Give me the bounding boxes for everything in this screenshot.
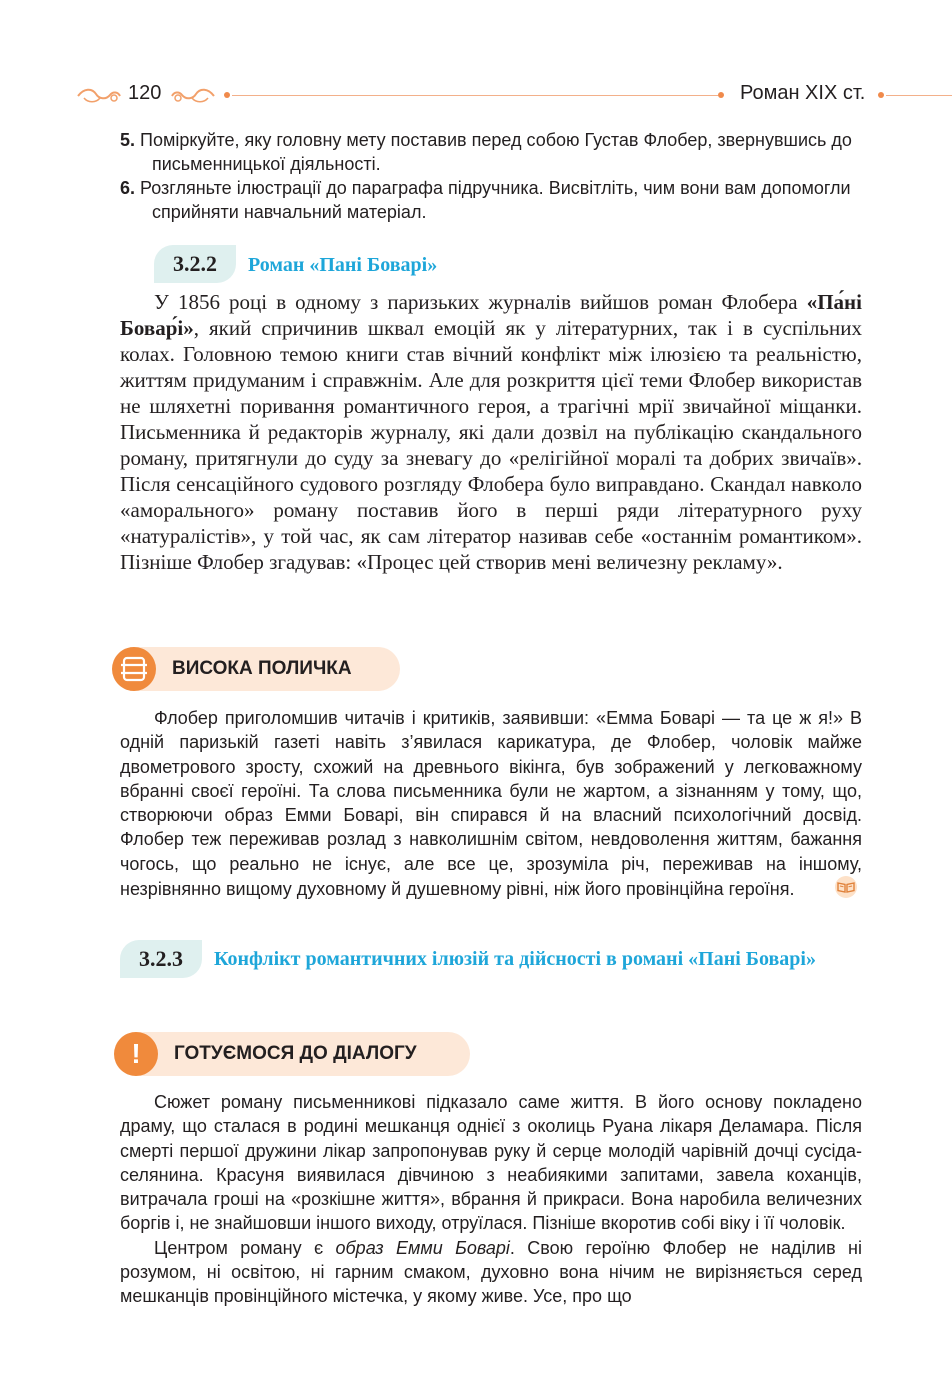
header-rule <box>886 95 952 96</box>
header-dot <box>224 92 230 98</box>
chapter-title: Роман XIX ст. <box>740 82 866 104</box>
section-body <box>120 289 862 575</box>
header-rule <box>232 95 718 96</box>
page-number: 120 <box>128 82 162 104</box>
header-dot <box>718 92 724 98</box>
page-header <box>0 80 952 112</box>
paragraph-text: , який спричинив шквал емоцій як у літературних, так і в суспільних колах. Головною темою книги став вічний конфлікт між ілюзією та реальністю, життям придуманим і справжнім. Але для розкриття цієї теми Флобер використав не шляхетні поривання романтичного героя, а трагічні мрії звичайної міщанки. Письменника й редакторів журналу, які дали дозвіл на публікацію скандального роману, притягнули до суду за зневагу до «релігійної моралі та добрих звичаїв». Після сенсаційного судового розгляду Флобера було виправдано. Скандал навколо «аморального» роману поставив його в перші ряди літературного руху «натуралістів», у той час, як сам літератор називав себе «останнім романтиком». Пізніше Флобер згадував: «Процес цей створив мені величезну рекламу». <box>120 316 862 574</box>
dialogue-label: ГОТУЄМОСЯ ДО ДІАЛОГУ <box>174 1043 417 1064</box>
paragraph-text: Флобер приголомшив читачів і критиків, заявивши: «Емма Боварі — та це ж я!» В одній паризькій газеті навіть з’явилася карикатура, де Флобер, чоловік майже двометрового зросту, схожий на древнього вікінга, був зображений у легковажному вбранні своєї героїні. Та слова письменника були не жартом, а зізнанням у тому, що, створюючи образ Емми Боварі, він спирався й на власний психологічний досвід. Флобер теж переживав розлад з навколишнім світом, невдоволення життям, бажання чогось, що реально не існує, але все це, зрозуміла річ, переживав на іншому, незрівнянно вищому духовному й душевному рівні, ніж його провінційна героїня. <box>120 708 862 899</box>
bookshelf-icon <box>112 647 156 691</box>
section-title: Роман «Пані Боварі» <box>248 254 438 276</box>
question-number: 5. <box>120 130 136 150</box>
emphasis-text: образ Емми Боварі <box>335 1237 510 1258</box>
shelf-body <box>120 706 862 904</box>
dialogue-body <box>120 1090 862 1309</box>
question-number: 6. <box>120 178 136 198</box>
paragraph <box>120 289 862 575</box>
paragraph <box>120 706 862 904</box>
open-book-icon <box>799 876 859 904</box>
section-number: 3.2.2 <box>154 245 236 283</box>
list-item <box>120 128 862 176</box>
section-number: 3.2.3 <box>120 940 202 978</box>
paragraph-text: Центром роману є <box>154 1237 336 1258</box>
exclamation-icon: ! <box>114 1032 158 1076</box>
question-text: Поміркуйте, яку головну мету поставив перед собою Густав Флобер, звернувшись до письменницької діяльності. <box>140 130 852 174</box>
swirl-ornament-icon <box>170 86 216 106</box>
section-title: Конфлікт романтичних ілюзій та дійсності в романі «Пані Боварі» <box>214 948 816 970</box>
paragraph-text: У 1856 році в одному з паризьких журналів вийшов роман Флобера <box>154 290 807 314</box>
paragraph: Сюжет роману письменникові підказало саме життя. В його основу покладено драму, що сталася в родині мешканця однієї з околиць Руана лікаря Деламара. Після смерті першої дружини лікар запропонував руку й серце молодій чарівній дочці сусіда-селянина. Красуня виявилася дівчиною з неабиякими запитами, завела коханців, витрачала гроші на «розкішне життя», вбрання й прикраси. Вона наробила величезних боргів і, не знайшовши іншого виходу, отруїлася. Пізніше вкоротив собі віку і її чоловік. <box>120 1092 862 1234</box>
paragraph <box>120 1236 862 1309</box>
question-list <box>120 128 862 224</box>
novel-title: «Па́ні Бовар́і» <box>120 290 862 340</box>
swirl-ornament-icon <box>76 86 122 106</box>
shelf-label: ВИСОКА ПОЛИЧКА <box>172 658 352 679</box>
list-item <box>120 176 862 224</box>
header-dot <box>878 92 884 98</box>
question-text: Розгляньте ілюстрації до параграфа підручника. Висвітліть, чим вони вам допомогли сприйняти навчальний матеріал. <box>140 178 851 222</box>
paragraph-text: . Свою героїню Флобер не наділив ні розумом, ні освітою, ні гарним смаком, духовно вона нічим не вирізняється серед мешканців провінційного містечка, у якому живе. Усе, про що <box>120 1237 862 1307</box>
